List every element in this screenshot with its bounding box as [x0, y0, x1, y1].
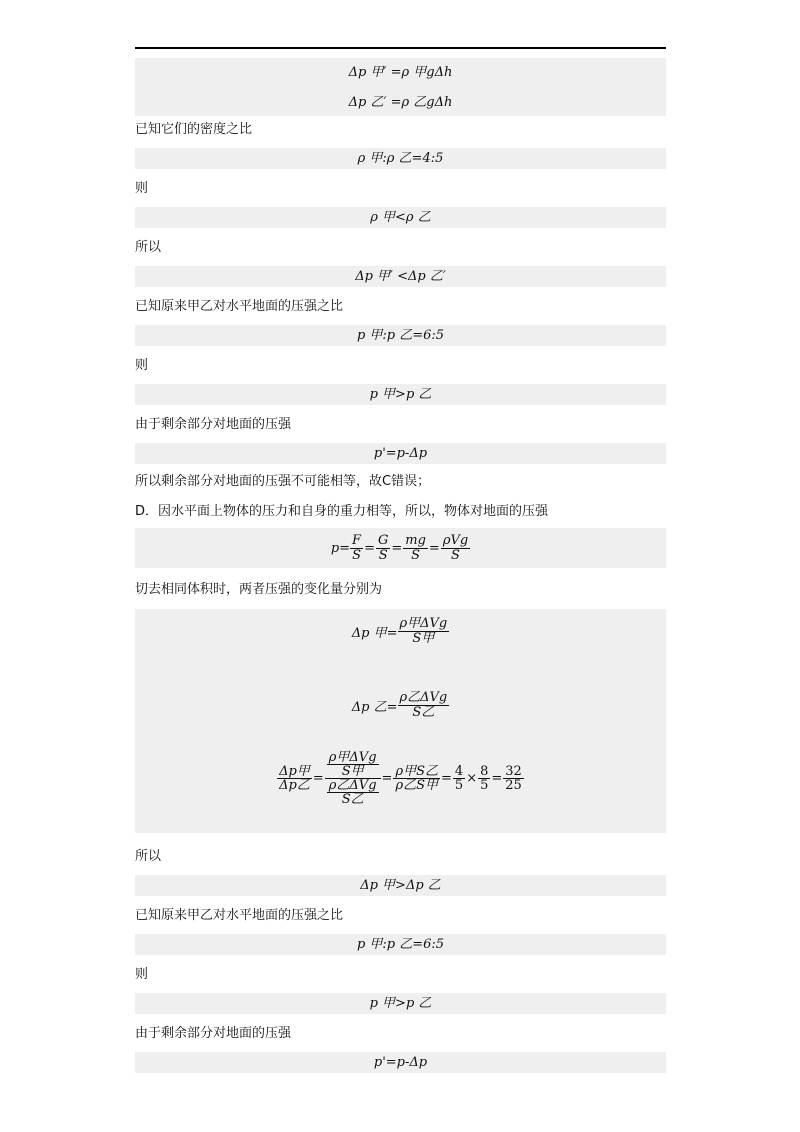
solution-content [135, 58, 666, 1073]
equation-rho-less: ρ 甲<ρ 乙 [135, 207, 666, 228]
text-so-2: 所以 [135, 849, 162, 864]
header-rule [135, 47, 666, 49]
fraction-rhovg-over-s: $\frac{\text{ρVg}}{S}$ [442, 532, 469, 563]
equation-p-prime-2: p'=p-Δp [135, 1052, 666, 1073]
fraction-dp-yi: $\frac{\text{ρ乙ΔVg}}{\text{S乙}}$ [399, 690, 448, 720]
fraction-rho-s: $\frac{\text{ρ甲S乙}}{\text{ρ乙S甲}}$ [395, 764, 438, 793]
equation-p-greater-1: p 甲>p 乙 [135, 384, 666, 405]
text-option-d: D．因水平面上物体的压力和自身的重力相等，所以，物体对地面的压强 [135, 504, 549, 519]
equation-p-greater-2: p 甲>p 乙 [135, 993, 666, 1014]
text-then-2: 则 [135, 358, 149, 373]
fraction-4-5: $\frac{4}{5}$ [454, 764, 464, 793]
equation-dp-jia-prime: Δp 甲′ =ρ 甲gΔh [348, 65, 453, 80]
fraction-8-5: $\frac{8}{5}$ [480, 764, 489, 793]
formula-pressure-lhs: p= [330, 540, 351, 556]
text-cut-same-volume: 切去相同体积时，两者压强的变化量分别为 [135, 582, 383, 597]
equation-p-ratio-1: p 甲:p 乙=6:5 [135, 325, 666, 346]
text-remaining-pressure-1: 由于剩余部分对地面的压强 [135, 417, 292, 432]
text-remaining-pressure-2: 由于剩余部分对地面的压强 [135, 1026, 292, 1041]
fraction-mg-over-s: $\frac{mg}{S}$ [405, 532, 426, 563]
formula-change-block [135, 609, 666, 833]
equation-dp-less: Δp 甲′ <Δp 乙′ [135, 266, 666, 287]
formula-pressure: p= $\frac{F}{S}$ = $\frac{G}{S}$ = $\frac{mg}{S}$ = $\frac{\text{ρVg}}{S}$ [330, 532, 469, 563]
text-conclusion-c: 所以剩余部分对地面的压强不可能相等，故C错误； [135, 474, 431, 489]
equation-block-dp-prime [135, 58, 666, 116]
fraction-32-25: $\frac{32}{25}$ [505, 764, 522, 793]
equation-p-prime-1: p'=p-Δp [135, 443, 666, 464]
equation-dp-greater: Δp 甲>Δp 乙 [135, 875, 666, 896]
formula-dp-jia: Δp 甲= $\frac{\text{ρ甲ΔVg}}{\text{S甲}}$ [351, 616, 448, 646]
fraction-compound [325, 751, 381, 806]
text-density-ratio: 已知它们的密度之比 [135, 122, 253, 137]
fraction-inner-bottom: $\frac{\text{ρ乙ΔVg}}{\text{S乙}}$ [328, 778, 377, 807]
text-original-ratio-2: 已知原来甲乙对水平地面的压强之比 [135, 908, 344, 923]
text-so-1: 所以 [135, 240, 162, 255]
equation-p-ratio-2: p 甲:p 乙=6:5 [135, 934, 666, 955]
text-original-ratio-1: 已知原来甲乙对水平地面的压强之比 [135, 299, 344, 314]
equation-rho-ratio: ρ 甲:ρ 乙=4:5 [135, 148, 666, 169]
equation-dp-yi-prime: Δp 乙′ =ρ 乙gΔh [348, 95, 453, 110]
text-then-1: 则 [135, 181, 149, 196]
formula-pressure-block [135, 528, 666, 568]
formula-dp-ratio: $\frac{\text{Δp甲}}{\text{Δp乙}}$ = $\frac{\frac{\text{ρ甲ΔVg}}{\text{S甲}}}{\frac{\text{ρ乙ΔVg}}{\text{S乙}}}$ = $\frac{\text{ρ甲S乙}}{\text{ρ乙S甲}}$ = $\frac{4}{5}$ × $\frac{8}{5}$ = $\frac{32}{25}$ [279, 750, 522, 807]
fraction-f-over-s: $\frac{F}{S}$ [352, 532, 362, 563]
text-then-3: 则 [135, 967, 149, 982]
fraction-g-over-s: $\frac{G}{S}$ [377, 532, 389, 563]
fraction-dp-jia: $\frac{\text{ρ甲ΔVg}}{\text{S甲}}$ [399, 616, 448, 646]
fraction-inner-top: $\frac{\text{ρ甲ΔVg}}{\text{S甲}}$ [328, 750, 377, 779]
fraction-dp-ratio-lhs: $\frac{\text{Δp甲}}{\text{Δp乙}}$ [279, 764, 310, 793]
formula-dp-yi: Δp 乙= $\frac{\text{ρ乙ΔVg}}{\text{S乙}}$ [351, 690, 448, 720]
